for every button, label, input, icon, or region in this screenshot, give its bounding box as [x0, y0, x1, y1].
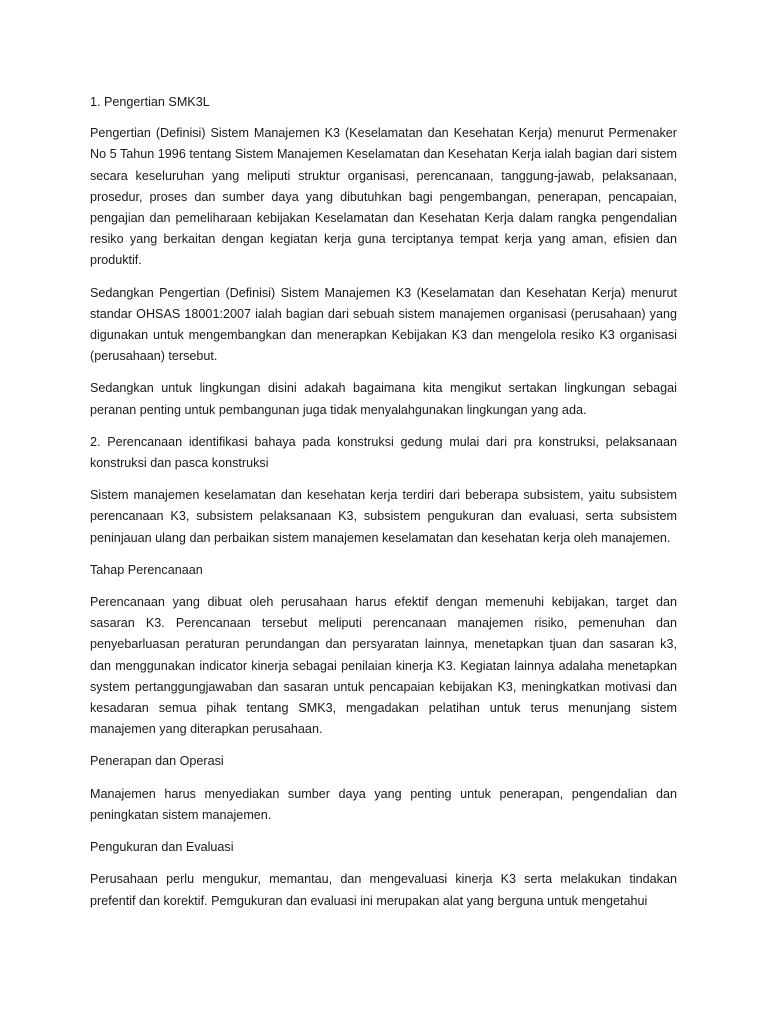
subheading-tahap-perencanaan: Tahap Perencanaan: [90, 562, 203, 577]
paragraph-definition-permenaker: Pengertian (Definisi) Sistem Manajemen K3 (Keselamatan dan Kesehatan Kerja) menurut Permenaker No 5 Tahun 1996 tentang Sistem Manajemen Keselamatan dan Kesehatan Kerja ialah bagian dari sistem secara keseluruhan yang meliputi struktur organisasi, perencanaan, tanggung-jawab, pelaksanaan, prosedur, proses dan sumber daya yang dibutuhkan bagi pengembangan, penerapan, pencapaian, pengajian dan pemeliharaan kebijakan Keselamatan dan Kesehatan Kerja dalam rangka pengendalian resiko yang berkaitan dengan kegiatan kerja guna terciptanya tempat kerja yang aman, efisien dan produktif.: [90, 126, 677, 268]
subheading-penerapan-operasi: Penerapan dan Operasi: [90, 754, 224, 769]
paragraph-pengukuran: Perusahaan perlu mengukur, memantau, dan mengevaluasi kinerja K3 serta melakukan tindakan prefentif dan korektif. Pemgukuran dan evaluasi ini merupakan alat yang berguna untuk mengetahui: [90, 872, 677, 908]
paragraph-penerapan: Manajemen harus menyediakan sumber daya yang penting untuk penerapan, pengendalian dan peningkatan sistem manajemen.: [90, 786, 677, 822]
paragraph-environment: Sedangkan untuk lingkungan disini adakah bagaimana kita mengikut sertakan lingkungan sebagai peranan penting untuk pembangunan juga tidak menyalahgunakan lingkungan yang ada.: [90, 381, 677, 417]
paragraph-perencanaan: Perencanaan yang dibuat oleh perusahaan harus efektif dengan memenuhi kebijakan, target dan sasaran K3. Perencanaan tersebut meliputi perencanaan manajemen risiko, pemenuhan dan penyebarluasan peraturan perundangan dan persyaratan lainnya, menetapkan tjuan dan sasaran k3, dan menggunakan indicator kinerja sebagai penilaian kinerja K3. Kegiatan lainnya adalaha menetapkan system pertanggungjawaban dan sasaran untuk pencapaian kebijakan K3, meningkatkan motivasi dan kesadaran semua pihak tentang SMK3, mengadakan pelatihan untuk terus menunjang sistem manajemen yang diterapkan perusahaan.: [90, 595, 677, 737]
document-page: [90, 92, 677, 923]
section-heading-1: 1. Pengertian SMK3L: [90, 95, 210, 109]
subheading-pengukuran-evaluasi: Pengukuran dan Evaluasi: [90, 840, 234, 855]
section-heading-2: 2. Perencanaan identifikasi bahaya pada konstruksi gedung mulai dari pra konstruksi, pelaksanaan konstruksi dan pasca konstruksi: [90, 434, 677, 471]
paragraph-definition-ohsas: Sedangkan Pengertian (Definisi) Sistem Manajemen K3 (Keselamatan dan Kesehatan Kerja) menurut standar OHSAS 18001:2007 ialah bagian dari sebuah sistem manajemen organisasi (perusahaan) yang digunakan untuk mengembangkan dan menerapkan Kebijakan K3 dan mengelola resiko K3 organisasi (perusahaan) tersebut.: [90, 285, 677, 364]
paragraph-subsystems: Sistem manajemen keselamatan dan kesehatan kerja terdiri dari beberapa subsistem, yaitu subsistem perencanaan K3, subsistem pelaksanaan K3, subsistem pengukuran dan evaluasi, serta subsistem peninjauan ulang dan perbaikan sistem manajemen keselamatan dan kesehatan kerja oleh manajemen.: [90, 488, 677, 545]
